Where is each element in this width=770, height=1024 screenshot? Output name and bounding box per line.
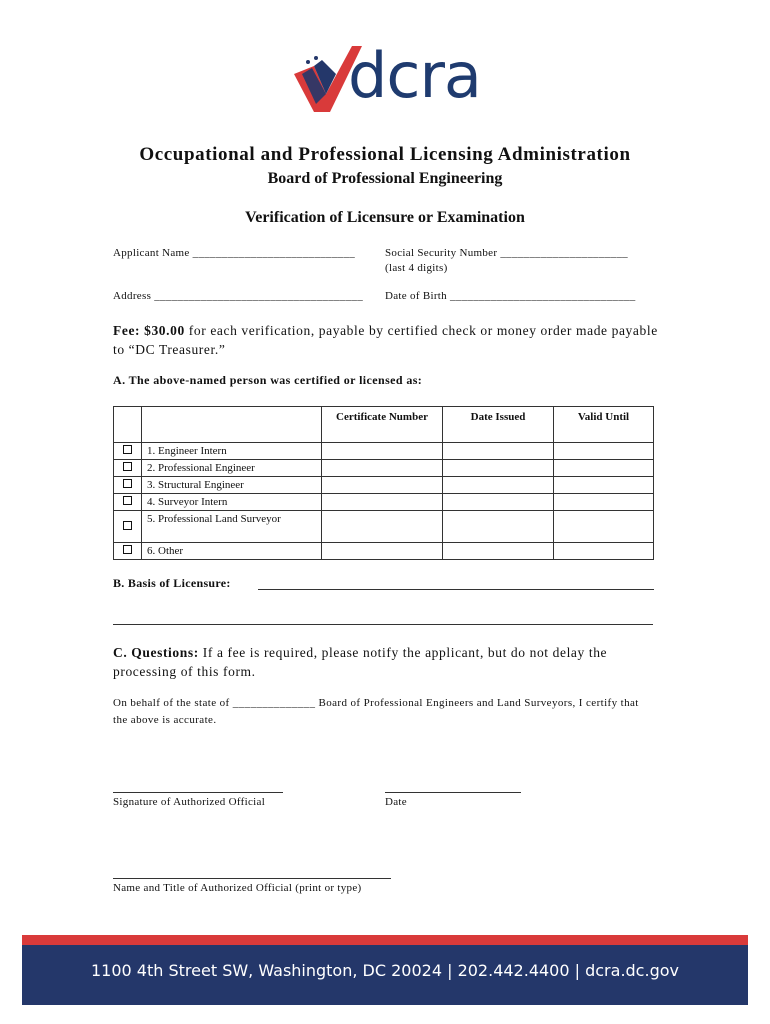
col-certificate-number: Certificate Number <box>322 407 443 443</box>
row-label: 2. Professional Engineer <box>142 460 322 477</box>
valid-until-cell[interactable] <box>554 477 654 494</box>
fee-paragraph <box>113 321 673 359</box>
section-a-heading: A. The above-named person was certified or licensed as: <box>113 373 423 387</box>
certification-text: On behalf of the state of ______________ Board of Professional Engineers and Land Surveyors, I certify that the above is accurate. <box>113 697 639 726</box>
signature-line[interactable] <box>113 792 283 793</box>
dcra-logo <box>292 39 482 116</box>
agency-title: Occupational and Professional Licensing Administration <box>139 144 631 165</box>
certificate-number-cell[interactable] <box>322 477 443 494</box>
section-c-heading: C. Questions: <box>113 645 199 660</box>
certificate-number-cell[interactable] <box>322 443 443 460</box>
col-valid-until: Valid Until <box>554 407 654 443</box>
basis-line-2[interactable] <box>113 624 653 625</box>
table-row <box>114 494 654 511</box>
fee-amount: Fee: $30.00 <box>113 323 185 338</box>
table-header-row <box>114 407 654 443</box>
basis-line-1[interactable] <box>258 589 654 590</box>
date-issued-cell[interactable] <box>443 511 554 543</box>
name-title-label: Name and Title of Authorized Official (print or type) <box>113 882 362 894</box>
section-c-text: If a fee is required, please notify the applicant, but do not delay the processing of this form. <box>113 645 608 679</box>
date-issued-cell[interactable] <box>443 443 554 460</box>
signature-label: Signature of Authorized Official <box>113 796 266 808</box>
valid-until-cell[interactable] <box>554 494 654 511</box>
certificate-number-cell[interactable] <box>322 543 443 560</box>
table-row <box>114 477 654 494</box>
date-issued-cell[interactable] <box>443 477 554 494</box>
valid-until-cell[interactable] <box>554 460 654 477</box>
table-row <box>114 543 654 560</box>
checkbox-other[interactable] <box>114 543 142 560</box>
row-label: 6. Other <box>142 543 322 560</box>
date-issued-cell[interactable] <box>443 543 554 560</box>
dob-field[interactable]: Date of Birth ________________________________ <box>385 290 636 302</box>
certificate-number-cell[interactable] <box>322 494 443 511</box>
form-title: Verification of Licensure or Examination <box>245 209 525 226</box>
footer-contact: 1100 4th Street SW, Washington, DC 20024 | 202.442.4400 | dcra.dc.gov <box>91 961 679 980</box>
row-label: 3. Structural Engineer <box>142 477 322 494</box>
date-issued-cell[interactable] <box>443 460 554 477</box>
section-c-paragraph <box>113 643 673 681</box>
checkbox-surveyor-intern[interactable] <box>114 494 142 511</box>
checkbox-engineer-intern[interactable] <box>114 443 142 460</box>
name-title-line[interactable] <box>113 878 391 879</box>
address-field[interactable]: Address ____________________________________ <box>113 290 364 302</box>
checkbox-professional-land-surveyor[interactable] <box>114 511 142 543</box>
applicant-name-field[interactable]: Applicant Name ____________________________ <box>113 247 356 259</box>
date-label: Date <box>385 796 407 808</box>
section-b-heading: B. Basis of Licensure: <box>113 576 231 590</box>
fee-text: for each verification, payable by certified check or money order made payable to “DC Treasurer.” <box>113 323 658 357</box>
table-row <box>114 460 654 477</box>
valid-until-cell[interactable] <box>554 443 654 460</box>
row-label: 1. Engineer Intern <box>142 443 322 460</box>
footer-red-stripe <box>22 935 748 945</box>
date-issued-cell[interactable] <box>443 494 554 511</box>
ssn-note: (last 4 digits) <box>385 262 448 274</box>
ssn-field[interactable]: Social Security Number ______________________ <box>385 247 628 259</box>
row-label: 5. Professional Land Surveyor <box>142 511 322 543</box>
checkbox-professional-engineer[interactable] <box>114 460 142 477</box>
valid-until-cell[interactable] <box>554 511 654 543</box>
licensure-table <box>113 406 654 560</box>
col-date-issued: Date Issued <box>443 407 554 443</box>
certificate-number-cell[interactable] <box>322 460 443 477</box>
valid-until-cell[interactable] <box>554 543 654 560</box>
certificate-number-cell[interactable] <box>322 511 443 543</box>
checkbox-structural-engineer[interactable] <box>114 477 142 494</box>
table-row <box>114 443 654 460</box>
date-line[interactable] <box>385 792 521 793</box>
logo-text: dcra <box>348 39 481 112</box>
table-row <box>114 511 654 543</box>
row-label: 4. Surveyor Intern <box>142 494 322 511</box>
board-title: Board of Professional Engineering <box>267 170 503 187</box>
